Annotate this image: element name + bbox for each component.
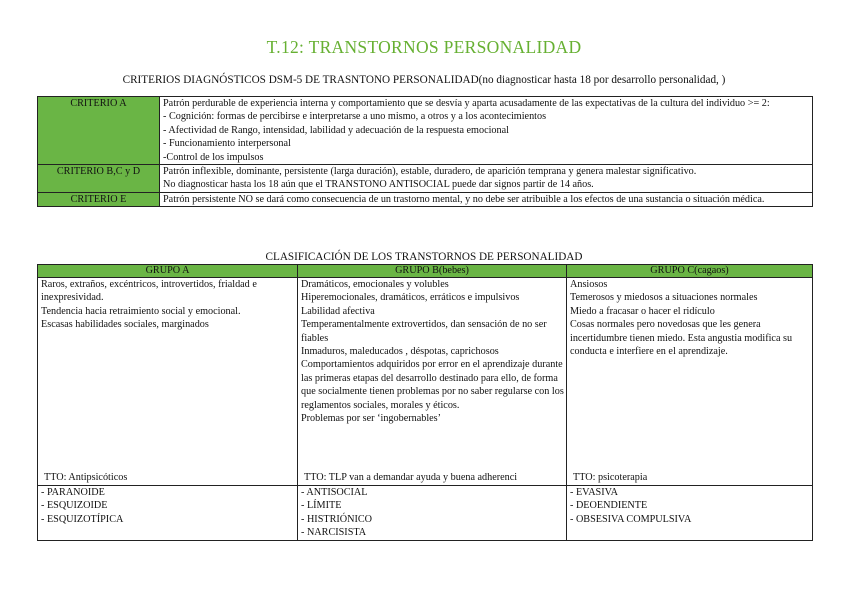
description-line: Inmaduros, maleducados , déspotas, caprichosos: [301, 346, 499, 358]
description-line: Comportamientos adquiridos por error en el aprendizaje durante las primeras etapas del desarrollo destinado para ello, de forma que socialmente tienen problemas por no saber regularse con los reglamentos sociales, morales y éticos.: [301, 359, 564, 411]
criterion-line: Patrón persistente NO se dará como consecuencia de un trastorno mental, y no debe ser atribuible a los efectos de una sustancia o situación médica.: [163, 193, 765, 205]
criterion-line: Patrón perdurable de experiencia interna y comportamiento que se desvía y aparta acusadamente de las expectativas de la cultura del individuo >= 2:: [163, 98, 770, 109]
description-line: Cosas normales pero novedosas que les genera incertidumbre tienen miedo. Esta angustia modifica su conducta e interfiere en el aprendizaje.: [570, 319, 793, 358]
description-line: Temperamentalmente extrovertidos, dan sensación de no ser fiables: [301, 319, 547, 344]
disorder-item: - OBSESIVA COMPULSIVA: [570, 513, 692, 525]
criterion-label: CRITERIO A: [38, 97, 160, 165]
group-c-description: [567, 278, 813, 486]
page-title: T.12: TRANSTORNOS PERSONALIDAD: [266, 37, 582, 57]
disorder-item: - PARANOIDE: [41, 487, 105, 498]
table-row: [38, 165, 813, 193]
description-line: Tendencia hacia retraimiento social y emocional.: [41, 305, 241, 317]
criterion-description: [160, 97, 813, 165]
table-row: [38, 486, 813, 541]
disorder-item: - DEOENDIENTE: [570, 500, 648, 512]
description-line: Dramáticos, emocionales y volubles: [301, 279, 449, 290]
criterion-line: - Afectividad de Rango, intensidad, labilidad y adecuación de la respuesta emocional: [163, 124, 509, 136]
description-line: Ansiosos: [570, 279, 608, 290]
description-line: Miedo a fracasar o hacer el ridículo: [570, 305, 715, 317]
criterion-description: [160, 192, 813, 206]
disorder-item: - ESQUIZOIDE: [41, 500, 108, 512]
criterion-line: No diagnosticar hasta los 18 aún que el TRANSTONO ANTISOCIAL puede dar signos partir de 14 años.: [163, 179, 594, 191]
disorder-item: - NARCISISTA: [301, 527, 367, 539]
disorder-item: - EVASIVA: [570, 487, 619, 498]
criteria-table: [37, 96, 813, 207]
group-b-description: [298, 278, 567, 486]
table-header-row: [38, 265, 813, 278]
disorder-item: - LÍMITE: [301, 500, 342, 512]
description-line: Labilidad afectiva: [301, 305, 375, 317]
criterion-line: - Cognición: formas de percibirse e interpretarse a uno mismo, a otros y a los acontecimientos: [163, 111, 547, 123]
classification-heading: CLASIFICACIÓN DE LOS TRANSTORNOS DE PERSONALIDAD: [265, 251, 583, 263]
group-a-description: [38, 278, 298, 486]
table-row: [38, 278, 813, 486]
group-c-disorders: [567, 486, 813, 541]
criterion-line: Patrón inflexible, dominante, persistente (larga duración), estable, duradero, de aparición temprana y genera malestar significativo.: [163, 166, 697, 178]
classification-table: [37, 264, 813, 541]
group-a-treatment: TTO: Antipsicóticos: [44, 471, 128, 483]
group-b-header: GRUPO B(bebes): [298, 265, 567, 278]
group-a-header: GRUPO A: [38, 265, 298, 278]
description-line: Temerosos y miedosos a situaciones normales: [570, 292, 758, 304]
group-c-treatment: TTO: psicoterapia: [573, 471, 648, 483]
description-line: Hiperemocionales, dramáticos, erráticos e impulsivos: [301, 292, 520, 304]
criterion-label: CRITERIO B,C y D: [38, 165, 160, 193]
disorder-item: - ANTISOCIAL: [301, 487, 368, 498]
table-row: [38, 192, 813, 206]
criterion-line: - Funcionamiento interpersonal: [163, 138, 291, 150]
group-b-treatment: TTO: TLP van a demandar ayuda y buena adherenci: [304, 471, 518, 483]
description-line: Problemas por ser ‘ingobernables’: [301, 413, 442, 425]
group-a-disorders: [38, 486, 298, 541]
disorder-item: - HISTRIÓNICO: [301, 513, 373, 525]
criterion-line: -Control de los impulsos: [163, 151, 264, 163]
group-c-header: GRUPO C(cagaos): [567, 265, 813, 278]
description-line: Raros, extraños, excéntricos, introvertidos, frialdad e inexpresividad.: [41, 279, 257, 304]
criterion-label: CRITERIO E: [38, 192, 160, 206]
description-line: Escasas habilidades sociales, marginados: [41, 319, 209, 331]
criterion-description: [160, 165, 813, 193]
disorder-item: - ESQUIZOTÍPICA: [41, 513, 124, 525]
criteria-heading: CRITERIOS DIAGNÓSTICOS DSM-5 DE TRASNTONO PERSONALIDAD(no diagnosticar hasta 18 por desarrollo personalidad, ): [122, 74, 726, 86]
group-b-disorders: [298, 486, 567, 541]
table-row: [38, 97, 813, 165]
